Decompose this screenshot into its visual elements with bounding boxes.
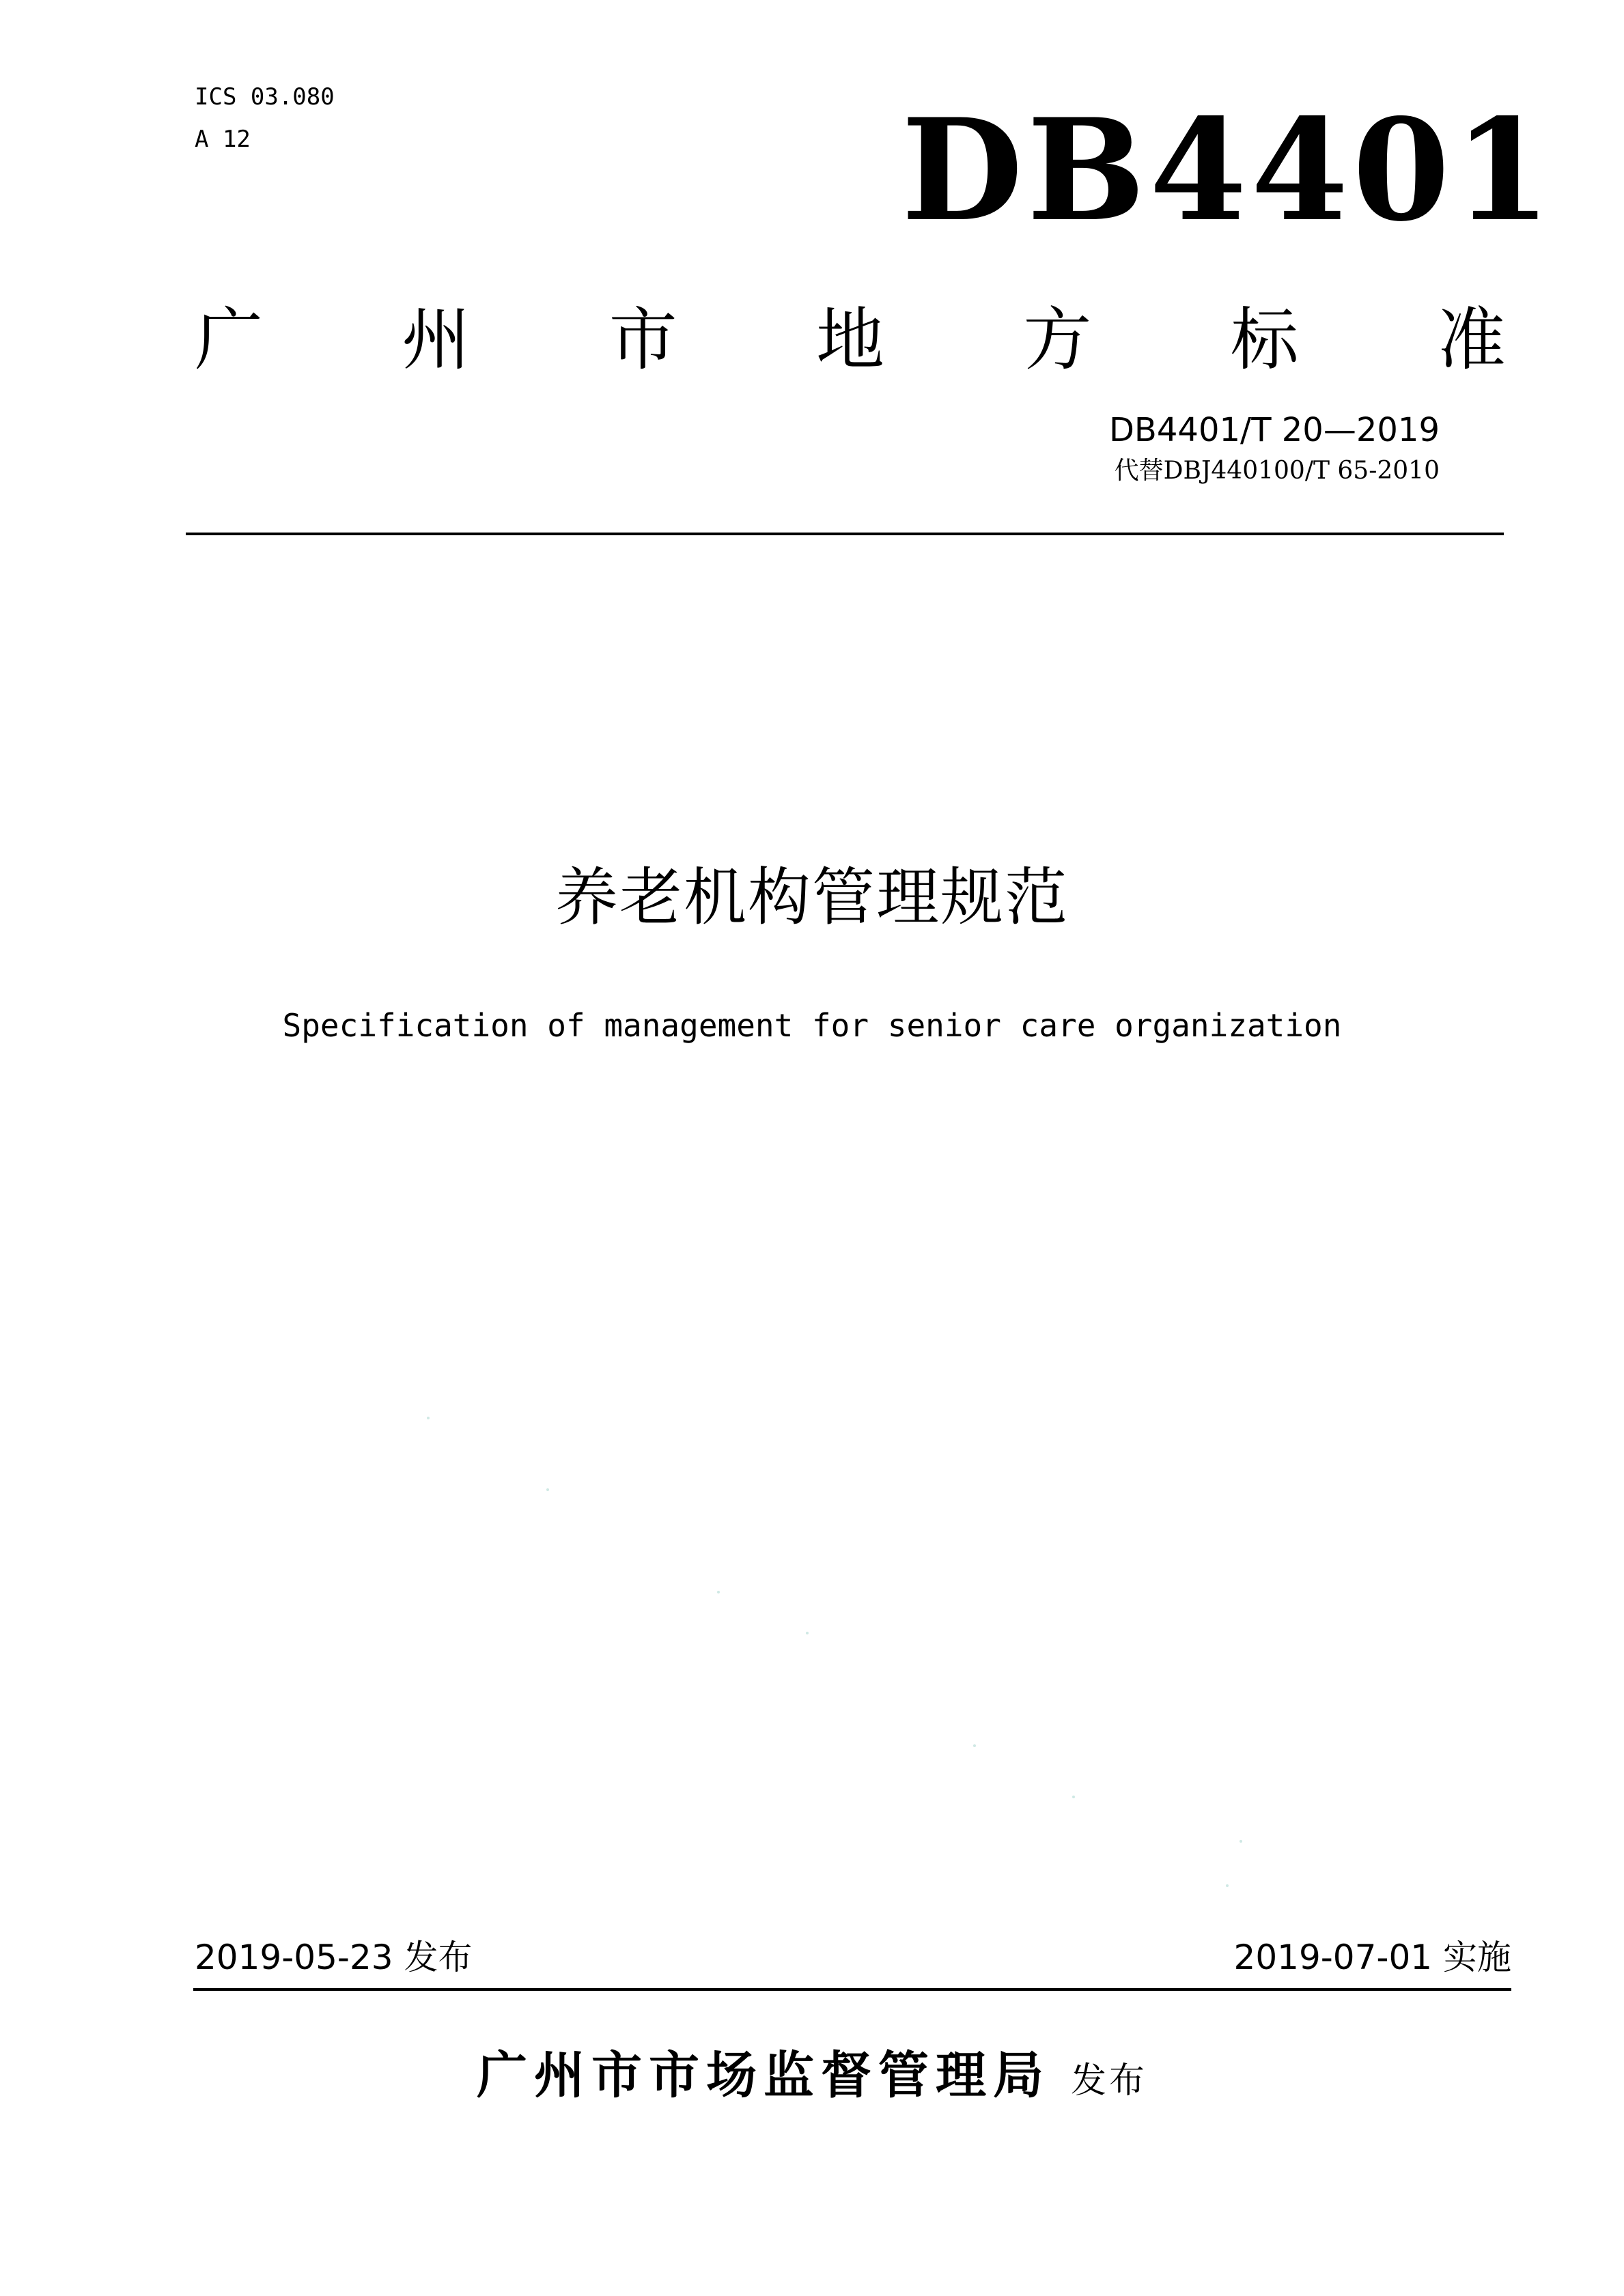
standard-number: DB4401/T 20—2019 <box>1108 411 1440 449</box>
speck <box>1072 1796 1075 1798</box>
standard-type-char: 准 <box>1437 300 1506 380</box>
issue-date: 2019-05-23 发布 <box>195 1938 473 1977</box>
standard-type-char: 州 <box>402 300 471 380</box>
document-title-chinese: 养老机构管理规范 <box>555 861 1069 934</box>
issuing-authority <box>0 2041 1624 2115</box>
header-divider <box>186 533 1504 535</box>
footer-divider <box>193 1988 1511 1991</box>
issuer-name: 广州市市场监督管理局 <box>476 2046 1050 2105</box>
standard-type-char: 市 <box>608 300 677 380</box>
standard-type-char: 地 <box>815 300 884 380</box>
speck <box>1226 1884 1229 1887</box>
speck <box>806 1632 809 1634</box>
document-title-english: Specification of management for senior care organization <box>282 1007 1342 1044</box>
db-logo: DB4401 <box>901 89 1556 253</box>
classification-code: A 12 <box>195 126 251 153</box>
speck <box>1240 1840 1242 1843</box>
issuer-suffix: 发布 <box>1070 2060 1147 2101</box>
speck <box>546 1488 549 1491</box>
ics-code: ICS 03.080 <box>195 83 335 111</box>
standard-type-title <box>195 292 1506 388</box>
speck <box>427 1417 430 1419</box>
standard-type-char: 方 <box>1023 300 1092 380</box>
standard-type-char: 标 <box>1230 300 1299 380</box>
speck <box>973 1744 976 1747</box>
replaces-standard: 代替DBJ440100/T 65-2010 <box>1114 457 1440 485</box>
speck <box>717 1591 720 1593</box>
implementation-date: 2019-07-01 实施 <box>1233 1938 1511 1977</box>
standard-type-char: 广 <box>195 300 263 380</box>
